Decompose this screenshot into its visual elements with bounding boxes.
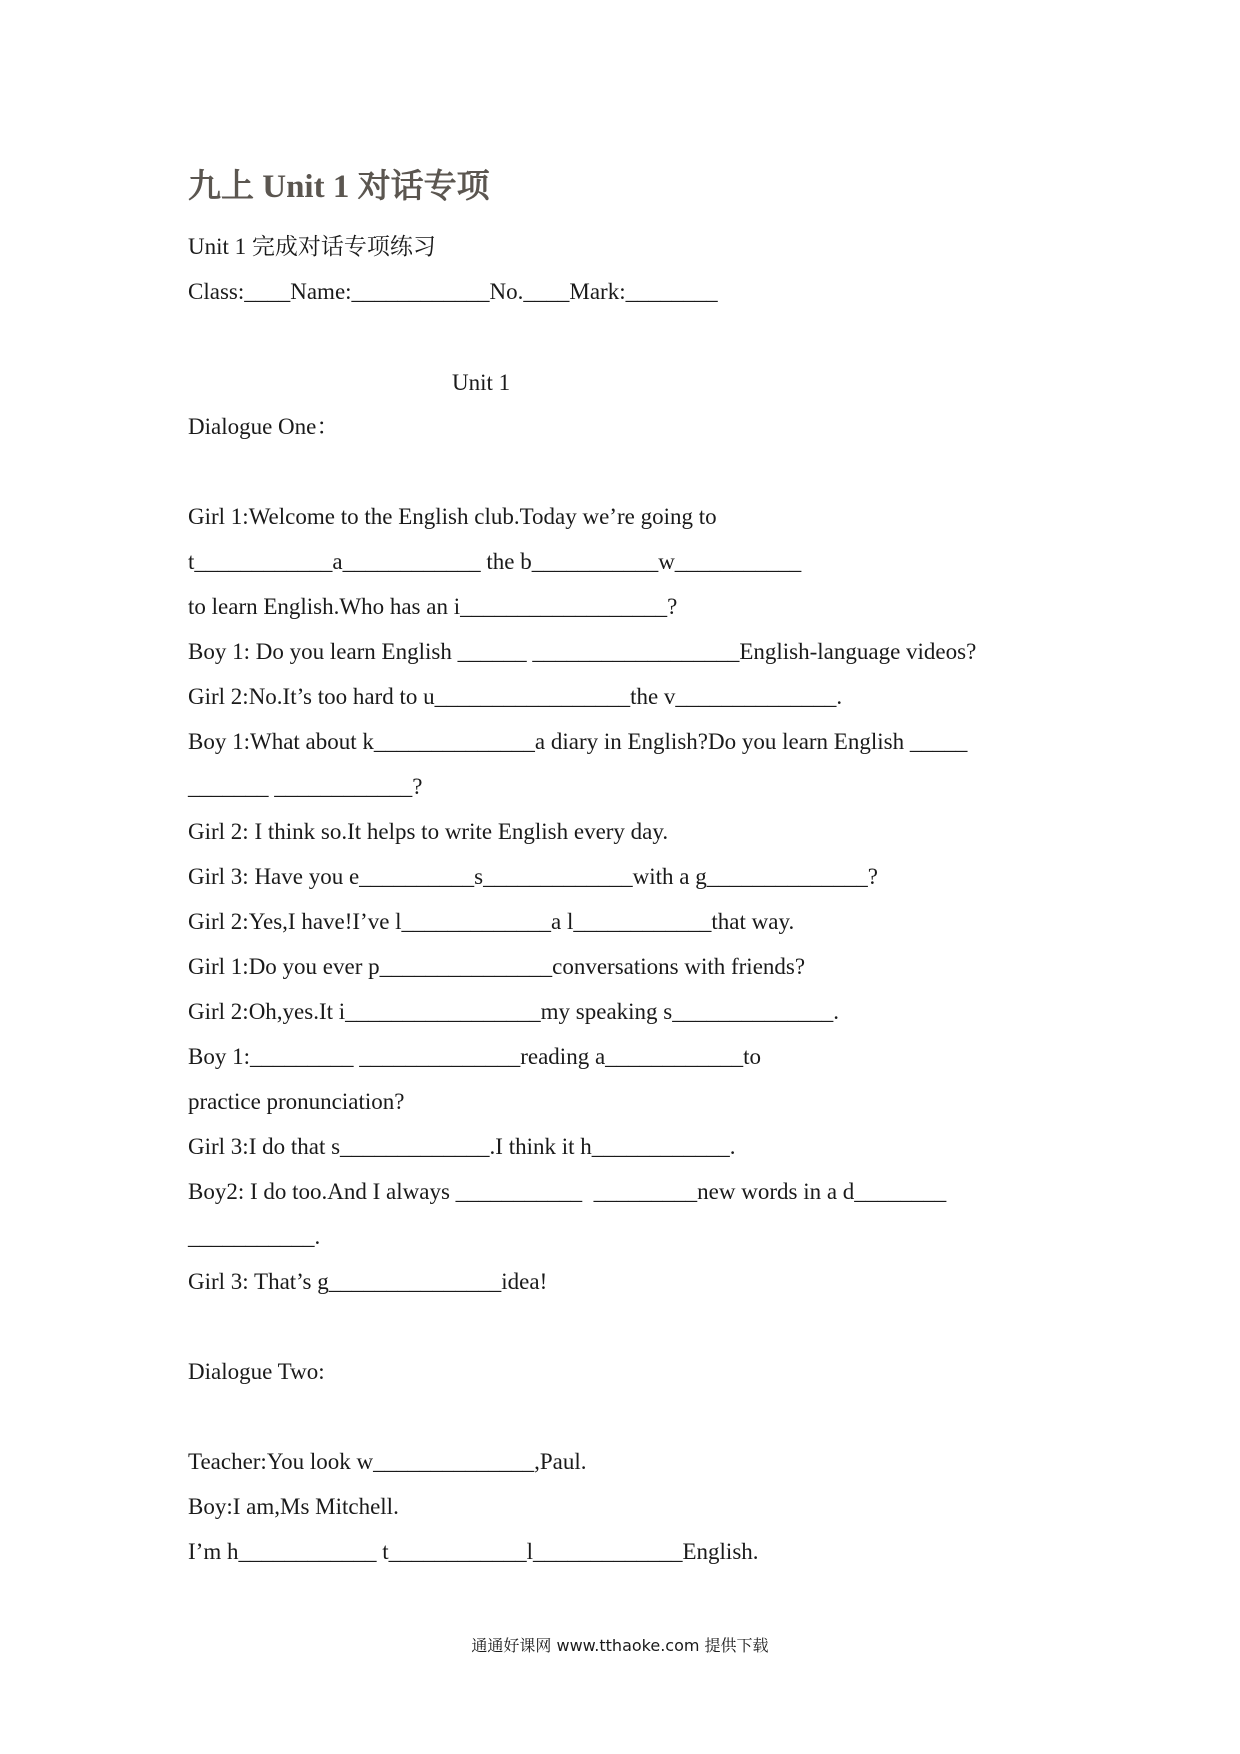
page-footer: 通通好课网 www.tthaoke.com 提供下载	[471, 1636, 769, 1655]
dialogue-line: t____________a____________ the b___________w___________	[188, 549, 802, 574]
dialogue-line: Girl 2: I think so.It helps to write English every day.	[188, 819, 669, 844]
dialogue-line: to learn English.Who has an i__________________?	[188, 594, 678, 619]
dialogue-line: Girl 2:Oh,yes.It i_________________my speaking s______________.	[188, 999, 839, 1024]
dialogue-line: Girl 3:I do that s_____________.I think it h____________.	[188, 1134, 736, 1159]
dialogue-line: Boy 1:_________ ______________reading a____________to	[188, 1044, 762, 1069]
dialogue-line: _______ ____________?	[188, 774, 423, 799]
dialogue-line: I’m h____________ t____________l_____________English.	[188, 1539, 759, 1564]
dialogue-line: Girl 1:Welcome to the English club.Today we’re going to	[188, 504, 717, 529]
dialogue-line: Girl 2:Yes,I have!I’ve l_____________a l____________that way.	[188, 909, 795, 934]
dialogue-line: Boy 1:What about k______________a diary in English?Do you learn English _____	[188, 729, 968, 754]
dialogue-line: Girl 2:No.It’s too hard to u_________________the v______________.	[188, 684, 843, 709]
dialogue-line: Boy2: I do too.And I always ___________ _________new words in a d________	[188, 1179, 947, 1204]
dialogue-line: Girl 1:Do you ever p_______________conversations with friends?	[188, 954, 806, 979]
dialogue-line: Boy 1: Do you learn English ______ __________________English-language videos?	[188, 639, 977, 664]
dialogue-line: ___________.	[188, 1224, 321, 1249]
dialogue-line: practice pronunciation?	[188, 1089, 405, 1114]
page-title: 九上 Unit 1 对话专项	[188, 169, 490, 205]
dialogue-line: Girl 3: Have you e__________s_____________with a g______________?	[188, 864, 878, 889]
student-info-line: Class:____Name:____________No.____Mark:________	[188, 279, 718, 304]
dialogue-two-heading: Dialogue Two:	[188, 1359, 325, 1384]
dialogue-line: Teacher:You look w______________,Paul.	[188, 1449, 587, 1474]
dialogue-one-heading: Dialogue One：	[188, 414, 340, 439]
subtitle: Unit 1 完成对话专项练习	[188, 234, 436, 259]
dialogue-line: Boy:I am,Ms Mitchell.	[188, 1494, 399, 1519]
dialogue-line: Girl 3: That’s g_______________idea!	[188, 1269, 548, 1294]
unit-heading: Unit 1	[452, 370, 511, 395]
